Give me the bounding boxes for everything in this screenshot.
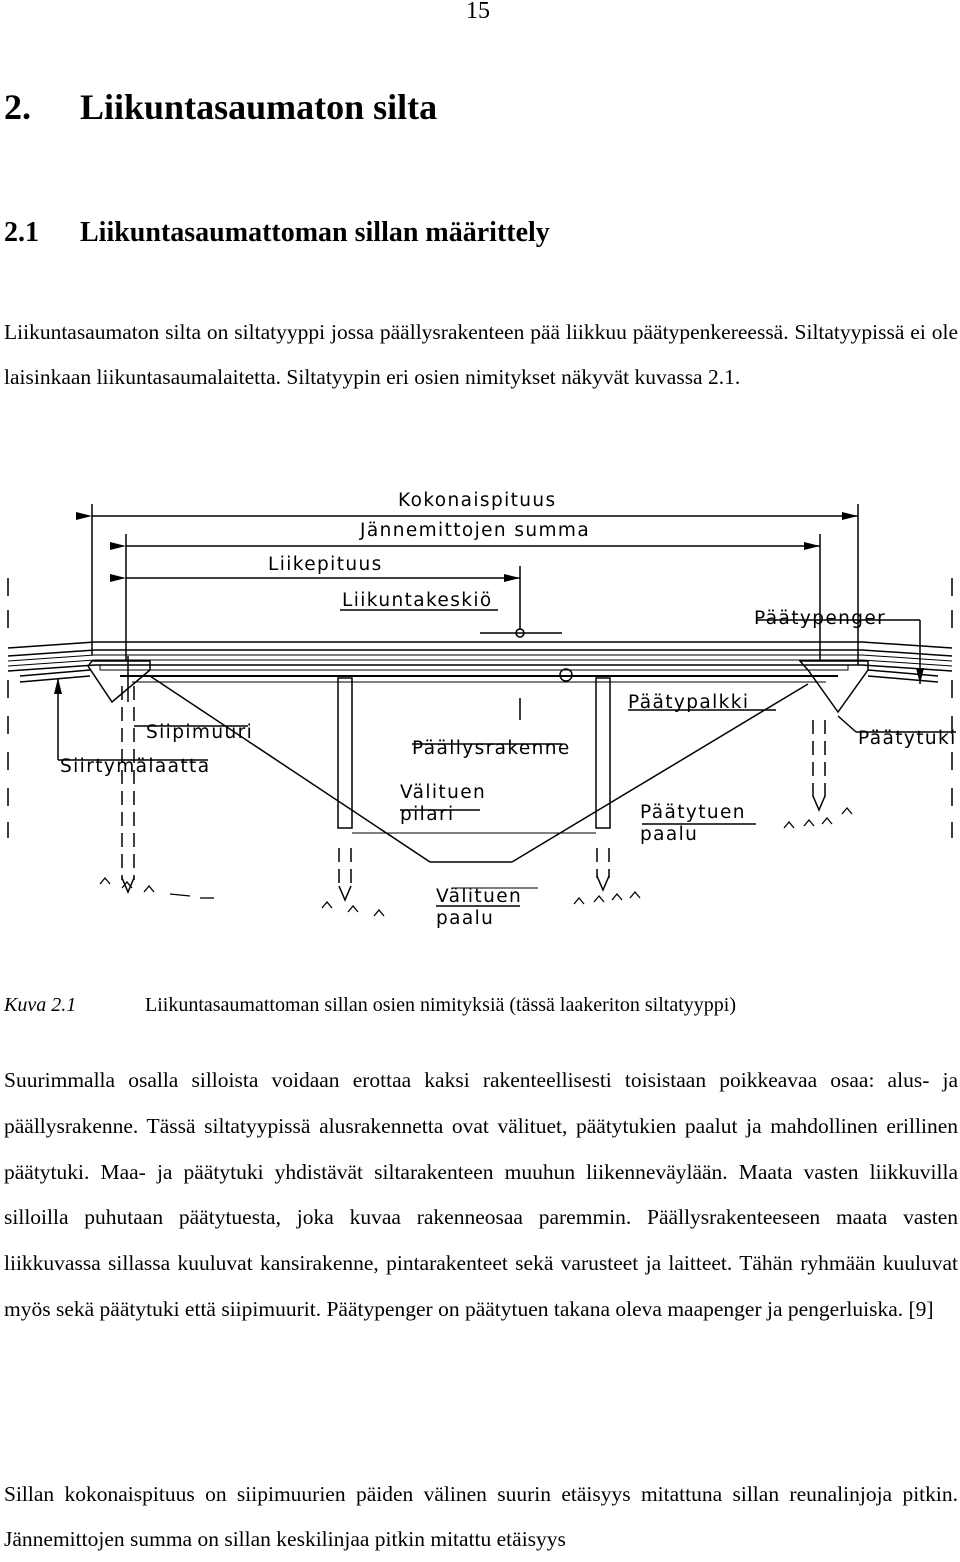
bridge-diagram xyxy=(0,470,960,950)
label-siirtymalaatta: Siirtymälaatta xyxy=(60,756,211,777)
bridge-figure xyxy=(0,470,960,950)
chapter-heading xyxy=(4,86,437,128)
label-paatytuen-paalu-line1: Päätytuen xyxy=(640,802,746,823)
label-jannemittojen-summa: Jännemittojen summa xyxy=(360,520,591,541)
body-paragraph: Suurimmalla osalla silloista voidaan erottaa kaksi rakenteellisesti toisistaan poikkeavaa osaa: alus- ja päällysrakenne. Tässä siltatyypissä alusrakennetta ovat välituet, päätytukien paalut ja mahdollinen erillinen päätytuki. Maa- ja päätytuki yhdistävät siltarakenteen muuhun liikenneväylään. Maata vasten liikkuvilla silloilla puhutaan päätytuesta, joka kuvaa rakenneosaa paremmin. Päällysrakenteeseen maata vasten liikkuvassa sillassa kuuluvat kansirakenne, pintarakenteet sekä varusteet ja laitteet. Tähän ryhmään kuuluvat myös sekä päätytuki että siipimuurit. Päätypenger on päätytuen takana oleva maapenger ja pengerluiska. [9] xyxy=(4,1068,958,1321)
intro-paragraph: Liikuntasaumaton silta on siltatyyppi jossa päällysrakenteen pää liikkuu päätypenkereessä. Siltatyypissä ei ole laisinkaan liikuntasaumalaitetta. Siltatyypin eri osien nimitykset näkyvät kuvassa 2.1. xyxy=(4,320,958,389)
label-paatypenger: Päätypenger xyxy=(754,608,887,629)
section-title: Liikuntasaumattoman sillan määrittely xyxy=(80,217,550,248)
label-paatytuki: Päätytuki xyxy=(858,728,957,749)
section-heading xyxy=(4,217,550,249)
label-liikepituus: Liikepituus xyxy=(268,554,383,575)
closing-paragraph: Sillan kokonaispituus on siipimuurien päiden välinen suurin etäisyys mitattuna sillan reunalinjoja pitkin. Jännemittojen summa on sillan keskilinjaa pitkin mitattu etäisyys xyxy=(4,1482,958,1551)
chapter-number: 2. xyxy=(4,87,31,127)
abutment-right xyxy=(756,620,956,810)
label-liikuntakeskio: Liikuntakeskiö xyxy=(342,590,493,611)
section-number: 2.1 xyxy=(4,217,39,248)
label-valituen-pilari-line2: pilari xyxy=(400,804,455,825)
label-valituen-pilari-line1: Välituen xyxy=(400,782,487,803)
label-valituen-paalu-line2: paalu xyxy=(436,908,495,929)
label-valituen-paalu-line1: Välituen xyxy=(436,886,523,907)
caption-text: Liikuntasaumattoman sillan osien nimityksiä (tässä laakeriton siltatyyppi) xyxy=(145,994,736,1016)
label-paatypalkki: Päätypalkki xyxy=(628,692,750,713)
label-paallysrakenne: Päällysrakenne xyxy=(412,738,571,759)
label-paatytuen-paalu-line2: paalu xyxy=(640,824,699,845)
label-siipimuuri: Siipimuuri xyxy=(146,722,254,743)
label-kokonaispituus: Kokonaispituus xyxy=(398,490,557,511)
caption-label: Kuva 2.1 xyxy=(4,994,77,1016)
page-number: 15 xyxy=(466,0,490,24)
chapter-title: Liikuntasaumaton silta xyxy=(80,87,438,127)
